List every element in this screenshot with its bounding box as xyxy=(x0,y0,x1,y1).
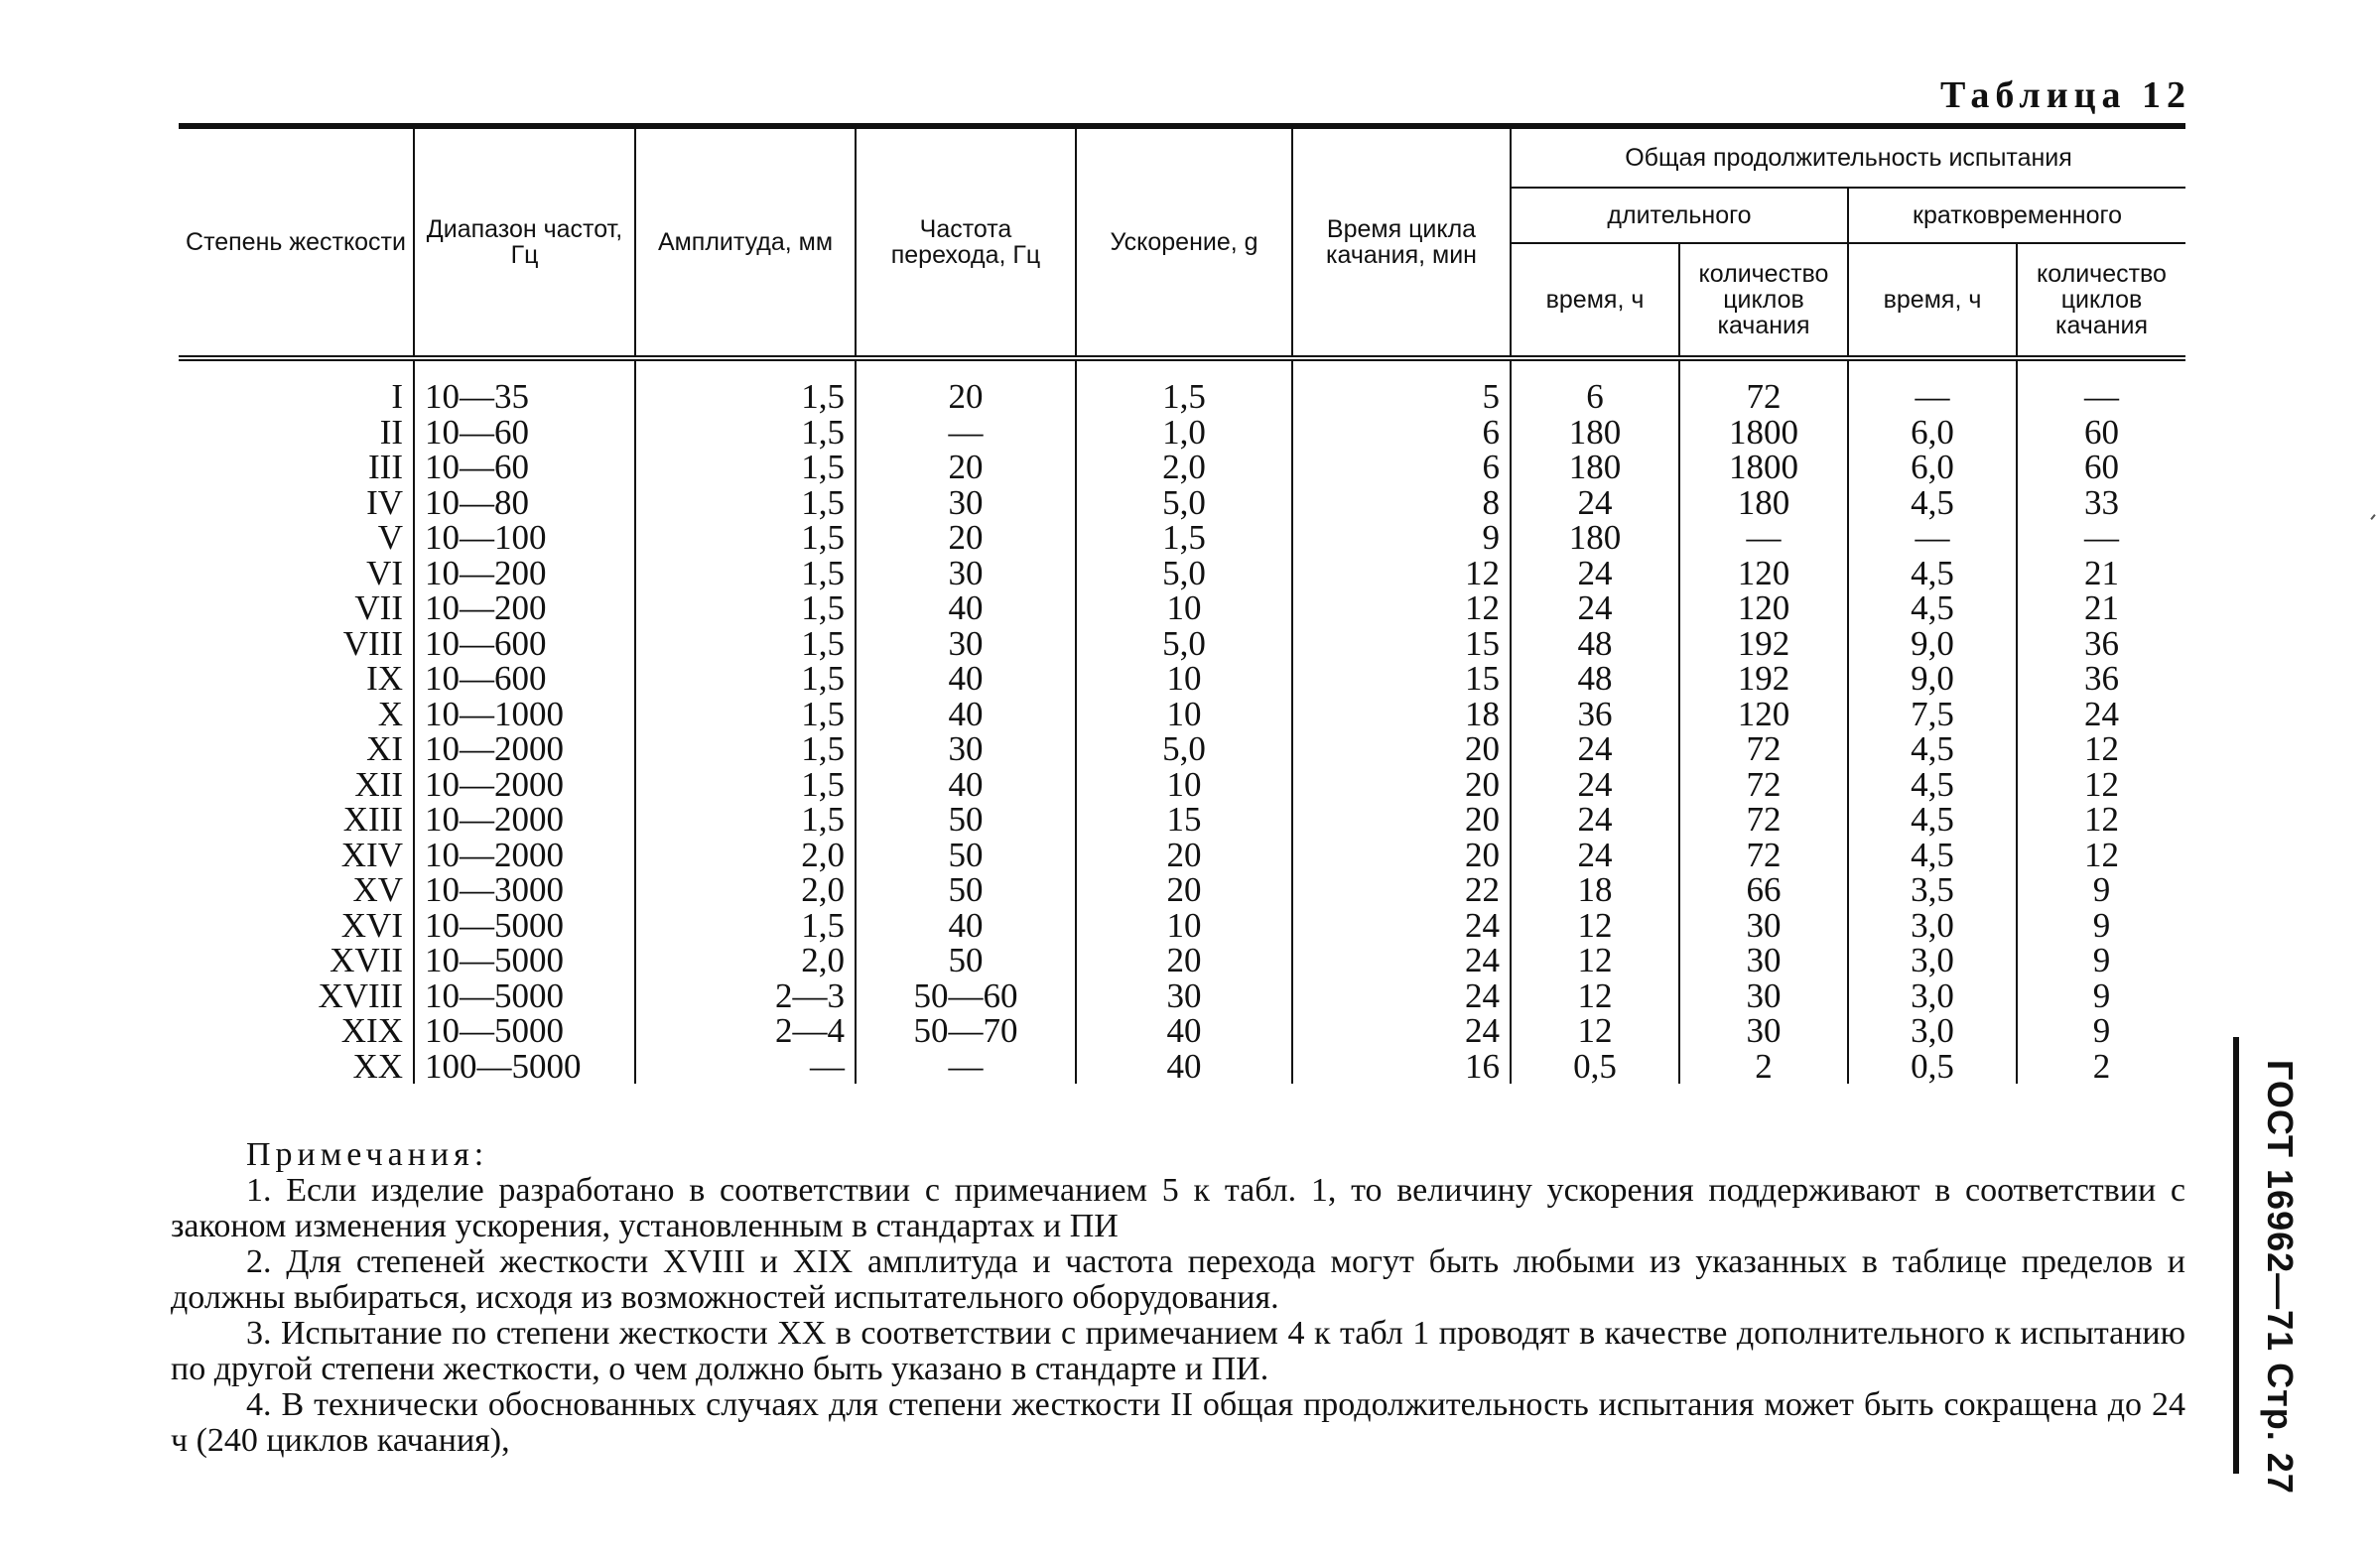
cell-time-long: 12 xyxy=(1511,908,1679,944)
table-row xyxy=(179,520,2185,556)
table-row xyxy=(179,590,2185,626)
cell-cycles-long: 72 xyxy=(1679,379,1848,415)
cell-degree: XIX xyxy=(340,1011,403,1050)
cell-freq-range: 10—35 xyxy=(414,379,635,415)
cell-cycles-long: 72 xyxy=(1679,731,1848,767)
cell-time-long: 18 xyxy=(1511,872,1679,908)
cell-cycles-short: 12 xyxy=(2017,731,2185,767)
cell-transition-freq: — xyxy=(856,415,1076,451)
cell-transition-freq: 20 xyxy=(856,450,1076,485)
cell-freq-range: 10—60 xyxy=(414,450,635,485)
cell-freq-range: 10—80 xyxy=(414,485,635,521)
cell-time-long: 48 xyxy=(1511,661,1679,697)
table-row xyxy=(179,908,2185,944)
cell-freq-range: 10—60 xyxy=(414,415,635,451)
cell-degree: XIII xyxy=(342,800,403,839)
cell-freq-range: 10—5000 xyxy=(414,1013,635,1049)
cell-acceleration: 5,0 xyxy=(1076,731,1292,767)
cell-sweep-cycle: 20 xyxy=(1292,802,1511,838)
cell-cycles-short: 12 xyxy=(2017,767,2185,803)
cell-sweep-cycle: 6 xyxy=(1292,450,1511,485)
table-row xyxy=(179,697,2185,732)
cell-time-long: 24 xyxy=(1511,838,1679,873)
cell-degree: V xyxy=(377,518,403,557)
cell-transition-freq: 50—60 xyxy=(856,978,1076,1014)
cell-cycles-long: 120 xyxy=(1679,590,1848,626)
cell-acceleration: 20 xyxy=(1076,872,1292,908)
cell-sweep-cycle: 20 xyxy=(1292,838,1511,873)
cell-cycles-long: 1800 xyxy=(1679,450,1848,485)
cell-degree: XIV xyxy=(340,835,403,874)
cell-amplitude: 1,5 xyxy=(635,590,856,626)
cell-transition-freq: 20 xyxy=(856,520,1076,556)
cell-time-short: 6,0 xyxy=(1848,415,2017,451)
cell-acceleration: 40 xyxy=(1076,1049,1292,1085)
cell-time-long: 12 xyxy=(1511,943,1679,978)
note-4: 4. В технически обоснованных случаях для степени жесткости II общая продолжительность испытания может быть сокращена до 24 ч (240 циклов качания), xyxy=(171,1386,2185,1459)
cell-cycles-long: 30 xyxy=(1679,978,1848,1014)
cell-freq-range: 10—5000 xyxy=(414,908,635,944)
header-time-short: время, ч xyxy=(1848,243,2017,358)
cell-time-long: 6 xyxy=(1511,379,1679,415)
cell-amplitude: 2—3 xyxy=(635,978,856,1014)
table-row xyxy=(179,872,2185,908)
header-cycles-short: количество циклов качания xyxy=(2017,243,2185,358)
cell-cycles-long: 180 xyxy=(1679,485,1848,521)
cell-degree: IX xyxy=(366,659,403,698)
table-row xyxy=(179,1013,2185,1049)
cell-acceleration: 15 xyxy=(1076,802,1292,838)
cell-amplitude: 1,5 xyxy=(635,415,856,451)
cell-transition-freq: 30 xyxy=(856,626,1076,662)
header-sweep-cycle: Время цикла качания, мин xyxy=(1292,129,1511,358)
cell-transition-freq: 40 xyxy=(856,767,1076,803)
cell-cycles-long: 30 xyxy=(1679,908,1848,944)
note-2: 2. Для степеней жесткости XVIII и XIX амплитуда и частота перехода могут быть любыми из указанных в таблице пределов и должны выбираться, исходя из возможностей испытательного оборудования. xyxy=(171,1243,2185,1316)
cell-freq-range: 100—5000 xyxy=(414,1049,635,1085)
cell-amplitude: 1,5 xyxy=(635,661,856,697)
cell-amplitude: 1,5 xyxy=(635,697,856,732)
cell-sweep-cycle: 24 xyxy=(1292,908,1511,944)
cell-acceleration: 5,0 xyxy=(1076,485,1292,521)
standard-page-label: ГОСТ 16962—71 Стр. 27 xyxy=(2260,1060,2301,1494)
cell-time-long: 48 xyxy=(1511,626,1679,662)
cell-cycles-short: 9 xyxy=(2017,908,2185,944)
cell-cycles-short: 12 xyxy=(2017,802,2185,838)
table-row xyxy=(179,943,2185,978)
cell-time-long: 24 xyxy=(1511,802,1679,838)
cell-time-short: 4,5 xyxy=(1848,838,2017,873)
cell-acceleration: 40 xyxy=(1076,1013,1292,1049)
cell-degree: XV xyxy=(352,870,403,909)
cell-cycles-long: 72 xyxy=(1679,838,1848,873)
cell-transition-freq: 50 xyxy=(856,872,1076,908)
cell-cycles-short: — xyxy=(2017,379,2185,415)
cell-time-short: 3,0 xyxy=(1848,908,2017,944)
cell-time-short: 4,5 xyxy=(1848,556,2017,591)
cell-amplitude: 1,5 xyxy=(635,485,856,521)
cell-time-long: 24 xyxy=(1511,590,1679,626)
notes-heading: Примечания: xyxy=(246,1136,489,1173)
cell-degree: VII xyxy=(354,588,403,627)
cell-cycles-long: 120 xyxy=(1679,556,1848,591)
cell-degree: XI xyxy=(366,729,403,768)
cell-amplitude: 1,5 xyxy=(635,802,856,838)
cell-amplitude: 1,5 xyxy=(635,908,856,944)
cell-cycles-short: 60 xyxy=(2017,415,2185,451)
cell-time-short: 9,0 xyxy=(1848,661,2017,697)
cell-amplitude: 1,5 xyxy=(635,767,856,803)
cell-acceleration: 10 xyxy=(1076,661,1292,697)
cell-time-long: 24 xyxy=(1511,767,1679,803)
cell-degree: IV xyxy=(366,482,403,522)
cell-acceleration: 30 xyxy=(1076,978,1292,1014)
cell-acceleration: 10 xyxy=(1076,767,1292,803)
cell-sweep-cycle: 8 xyxy=(1292,485,1511,521)
cell-time-long: 0,5 xyxy=(1511,1049,1679,1085)
cell-freq-range: 10—3000 xyxy=(414,872,635,908)
table-row xyxy=(179,838,2185,873)
cell-cycles-short: — xyxy=(2017,520,2185,556)
cell-freq-range: 10—200 xyxy=(414,556,635,591)
cell-time-long: 24 xyxy=(1511,485,1679,521)
cell-time-short: 4,5 xyxy=(1848,485,2017,521)
side-rule xyxy=(2233,1037,2239,1474)
header-freq-range: Диапазон частот, Гц xyxy=(414,129,635,358)
cell-cycles-long: 66 xyxy=(1679,872,1848,908)
cell-time-short: 3,0 xyxy=(1848,943,2017,978)
cell-sweep-cycle: 20 xyxy=(1292,767,1511,803)
cell-time-long: 12 xyxy=(1511,978,1679,1014)
cell-cycles-long: 120 xyxy=(1679,697,1848,732)
cell-time-short: 3,0 xyxy=(1848,978,2017,1014)
cell-time-short: 3,0 xyxy=(1848,1013,2017,1049)
cell-freq-range: 10—2000 xyxy=(414,767,635,803)
cell-time-short: 0,5 xyxy=(1848,1049,2017,1085)
cell-transition-freq: 50 xyxy=(856,802,1076,838)
cell-sweep-cycle: 5 xyxy=(1292,379,1511,415)
cell-acceleration: 2,0 xyxy=(1076,450,1292,485)
cell-cycles-long: 30 xyxy=(1679,1013,1848,1049)
scan-mark xyxy=(2370,514,2375,520)
cell-time-short: 4,5 xyxy=(1848,731,2017,767)
cell-time-short: 6,0 xyxy=(1848,450,2017,485)
cell-amplitude: 2,0 xyxy=(635,838,856,873)
table-row xyxy=(179,450,2185,485)
table-row xyxy=(179,415,2185,451)
cell-sweep-cycle: 24 xyxy=(1292,978,1511,1014)
cell-sweep-cycle: 12 xyxy=(1292,556,1511,591)
table-row xyxy=(179,661,2185,697)
cell-amplitude: 1,5 xyxy=(635,379,856,415)
cell-acceleration: 1,0 xyxy=(1076,415,1292,451)
cell-cycles-long: 192 xyxy=(1679,626,1848,662)
header-acceleration: Ускорение, g xyxy=(1076,129,1292,358)
header-cycles-long: количество циклов качания xyxy=(1679,243,1848,358)
cell-cycles-long: 30 xyxy=(1679,943,1848,978)
cell-acceleration: 20 xyxy=(1076,943,1292,978)
header-amplitude: Амплитуда, мм xyxy=(635,129,856,358)
cell-acceleration: 5,0 xyxy=(1076,626,1292,662)
cell-sweep-cycle: 22 xyxy=(1292,872,1511,908)
cell-transition-freq: 30 xyxy=(856,556,1076,591)
cell-time-long: 180 xyxy=(1511,450,1679,485)
cell-time-long: 24 xyxy=(1511,556,1679,591)
cell-cycles-short: 36 xyxy=(2017,626,2185,662)
cell-sweep-cycle: 15 xyxy=(1292,626,1511,662)
cell-amplitude: 2—4 xyxy=(635,1013,856,1049)
cell-freq-range: 10—100 xyxy=(414,520,635,556)
cell-sweep-cycle: 12 xyxy=(1292,590,1511,626)
table-row xyxy=(179,379,2185,415)
table-row xyxy=(179,767,2185,803)
note-3: 3. Испытание по степени жесткости XX в соответствии с примечанием 4 к табл 1 проводят в качестве дополнительного к испытанию по другой степени жесткости, о чем должно быть указано в стандарте и ПИ. xyxy=(171,1315,2185,1387)
cell-cycles-short: 9 xyxy=(2017,872,2185,908)
cell-cycles-short: 21 xyxy=(2017,590,2185,626)
cell-freq-range: 10—600 xyxy=(414,661,635,697)
cell-cycles-short: 24 xyxy=(2017,697,2185,732)
cell-sweep-cycle: 16 xyxy=(1292,1049,1511,1085)
cell-cycles-short: 9 xyxy=(2017,978,2185,1014)
cell-cycles-long: 1800 xyxy=(1679,415,1848,451)
cell-amplitude: 2,0 xyxy=(635,872,856,908)
cell-cycles-short: 9 xyxy=(2017,1013,2185,1049)
cell-freq-range: 10—2000 xyxy=(414,802,635,838)
cell-degree: II xyxy=(379,412,403,452)
cell-degree: XVII xyxy=(330,941,403,979)
table-row xyxy=(179,556,2185,591)
cell-cycles-long: 72 xyxy=(1679,802,1848,838)
cell-sweep-cycle: 20 xyxy=(1292,731,1511,767)
table-caption: Таблица 12 xyxy=(1939,74,2191,116)
cell-amplitude: 1,5 xyxy=(635,731,856,767)
cell-sweep-cycle: 18 xyxy=(1292,697,1511,732)
cell-cycles-short: 60 xyxy=(2017,450,2185,485)
header-long: длительного xyxy=(1511,188,1848,243)
cell-acceleration: 5,0 xyxy=(1076,556,1292,591)
cell-transition-freq: 40 xyxy=(856,908,1076,944)
cell-cycles-short: 2 xyxy=(2017,1049,2185,1085)
cell-time-short: — xyxy=(1848,379,2017,415)
cell-time-short: 4,5 xyxy=(1848,590,2017,626)
cell-transition-freq: 40 xyxy=(856,590,1076,626)
cell-transition-freq: 50 xyxy=(856,943,1076,978)
cell-degree: VI xyxy=(366,553,403,592)
cell-transition-freq: 40 xyxy=(856,661,1076,697)
header-transition-freq: Частота перехода, Гц xyxy=(856,129,1076,358)
cell-degree: XII xyxy=(354,764,403,804)
cell-time-short: — xyxy=(1848,520,2017,556)
cell-amplitude: 2,0 xyxy=(635,943,856,978)
cell-freq-range: 10—5000 xyxy=(414,943,635,978)
cell-cycles-short: 12 xyxy=(2017,838,2185,873)
cell-cycles-short: 33 xyxy=(2017,485,2185,521)
cell-cycles-long: 192 xyxy=(1679,661,1848,697)
cell-degree: XX xyxy=(352,1046,403,1086)
cell-amplitude: 1,5 xyxy=(635,556,856,591)
table-row xyxy=(179,1049,2185,1085)
cell-sweep-cycle: 24 xyxy=(1292,943,1511,978)
cell-cycles-short: 9 xyxy=(2017,943,2185,978)
cell-time-short: 7,5 xyxy=(1848,697,2017,732)
cell-sweep-cycle: 15 xyxy=(1292,661,1511,697)
cell-time-short: 9,0 xyxy=(1848,626,2017,662)
cell-amplitude: — xyxy=(635,1049,856,1085)
header-degree: Степень жесткости xyxy=(179,129,414,358)
vibration-test-table xyxy=(179,129,2185,1084)
cell-cycles-long: — xyxy=(1679,520,1848,556)
cell-cycles-short: 21 xyxy=(2017,556,2185,591)
cell-acceleration: 10 xyxy=(1076,590,1292,626)
header-total-duration: Общая продолжительность испытания xyxy=(1511,129,2185,188)
cell-sweep-cycle: 9 xyxy=(1292,520,1511,556)
cell-time-long: 12 xyxy=(1511,1013,1679,1049)
page-footer-vertical xyxy=(2251,1060,2311,1494)
cell-freq-range: 10—2000 xyxy=(414,838,635,873)
cell-acceleration: 10 xyxy=(1076,697,1292,732)
table-row xyxy=(179,731,2185,767)
cell-freq-range: 10—5000 xyxy=(414,978,635,1014)
table-row xyxy=(179,626,2185,662)
note-1: 1. Если изделие разработано в соответствии с примечанием 5 к табл. 1, то величину ускорения поддерживают в соответствии с законом изменения ускорения, установленным в стандартах и ПИ xyxy=(171,1172,2185,1244)
cell-freq-range: 10—2000 xyxy=(414,731,635,767)
table-row xyxy=(179,802,2185,838)
cell-degree: III xyxy=(368,448,403,486)
table-body xyxy=(179,358,2185,1084)
cell-time-long: 36 xyxy=(1511,697,1679,732)
cell-transition-freq: 30 xyxy=(856,731,1076,767)
header-short: кратковременного xyxy=(1848,188,2185,243)
table-row xyxy=(179,978,2185,1014)
cell-cycles-long: 2 xyxy=(1679,1049,1848,1085)
cell-degree: VIII xyxy=(342,623,403,663)
cell-acceleration: 20 xyxy=(1076,838,1292,873)
cell-time-short: 4,5 xyxy=(1848,802,2017,838)
cell-transition-freq: 50 xyxy=(856,838,1076,873)
cell-freq-range: 10—600 xyxy=(414,626,635,662)
cell-time-long: 180 xyxy=(1511,415,1679,451)
cell-acceleration: 1,5 xyxy=(1076,520,1292,556)
cell-amplitude: 1,5 xyxy=(635,450,856,485)
cell-amplitude: 1,5 xyxy=(635,520,856,556)
cell-degree: XVI xyxy=(340,905,403,945)
cell-transition-freq: 50—70 xyxy=(856,1013,1076,1049)
cell-time-short: 3,5 xyxy=(1848,872,2017,908)
cell-freq-range: 10—1000 xyxy=(414,697,635,732)
cell-time-long: 24 xyxy=(1511,731,1679,767)
table-row xyxy=(179,485,2185,521)
cell-time-short: 4,5 xyxy=(1848,767,2017,803)
cell-cycles-short: 36 xyxy=(2017,661,2185,697)
cell-amplitude: 1,5 xyxy=(635,626,856,662)
notes xyxy=(171,1137,2185,1459)
header-time-long: время, ч xyxy=(1511,243,1679,358)
cell-transition-freq: 30 xyxy=(856,485,1076,521)
cell-acceleration: 10 xyxy=(1076,908,1292,944)
cell-time-long: 180 xyxy=(1511,520,1679,556)
cell-cycles-long: 72 xyxy=(1679,767,1848,803)
cell-transition-freq: 20 xyxy=(856,379,1076,415)
cell-transition-freq: — xyxy=(856,1049,1076,1085)
cell-acceleration: 1,5 xyxy=(1076,379,1292,415)
cell-freq-range: 10—200 xyxy=(414,590,635,626)
cell-degree: I xyxy=(391,377,403,416)
cell-sweep-cycle: 24 xyxy=(1292,1013,1511,1049)
cell-transition-freq: 40 xyxy=(856,697,1076,732)
cell-degree: X xyxy=(377,694,403,733)
cell-sweep-cycle: 6 xyxy=(1292,415,1511,451)
cell-degree: XVIII xyxy=(318,975,403,1015)
